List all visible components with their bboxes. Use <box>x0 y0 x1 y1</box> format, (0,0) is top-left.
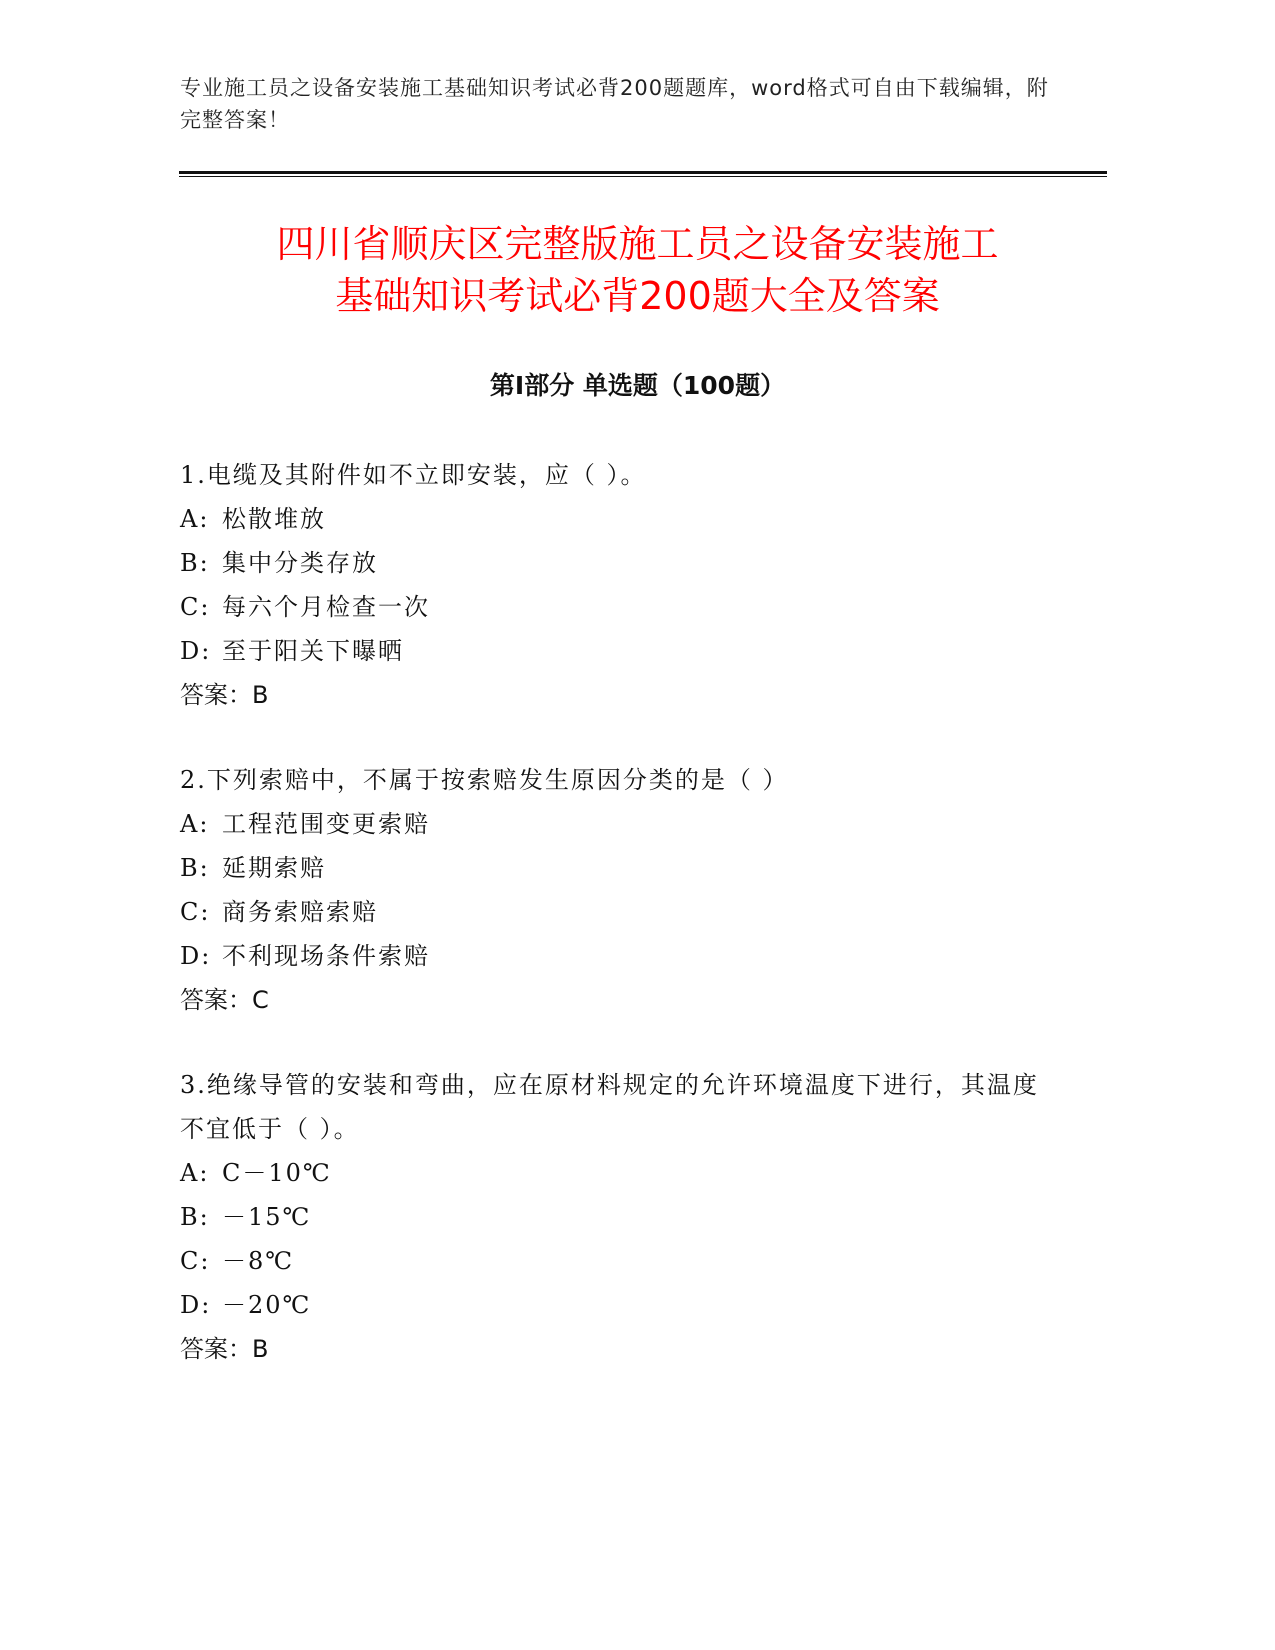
option-text: 松散堆放 <box>222 505 326 533</box>
option-b <box>180 1195 1060 1239</box>
option-c <box>180 585 1060 629</box>
option-text: －20℃ <box>222 1291 312 1319</box>
question-3 <box>180 1063 1060 1371</box>
option-letter: A: <box>180 810 210 838</box>
question-text: 1.电缆及其附件如不立即安装，应（ ）。 <box>180 461 647 489</box>
option-text: 工程范围变更索赔 <box>222 810 430 838</box>
answer-line: 答案：B <box>180 1335 269 1363</box>
section-heading: 第Ⅰ部分 单选题（100题） <box>489 371 786 400</box>
title-line-1: 四川省顺庆区完整版施工员之设备安装施工 <box>276 222 999 266</box>
option-text: C－10℃ <box>222 1159 332 1187</box>
option-b <box>180 846 1060 890</box>
question-2 <box>180 758 1060 1022</box>
option-letter: C: <box>180 593 211 621</box>
option-b <box>180 541 1060 585</box>
answer-line: 答案：C <box>180 986 269 1014</box>
question-text: 2.下列索赔中，不属于按索赔发生原因分类的是（ ） <box>180 766 789 794</box>
header-note: 专业施工员之设备安装施工基础知识考试必背200题题库，word格式可自由下载编辑，附完整答案！ <box>180 76 1049 132</box>
option-d <box>180 934 1060 978</box>
option-c <box>180 890 1060 934</box>
answer-line: 答案：B <box>180 681 269 709</box>
document-title <box>150 218 1125 322</box>
option-letter: A: <box>180 505 210 533</box>
question-1 <box>180 453 1060 717</box>
option-letter: B: <box>180 1203 210 1231</box>
option-text: 集中分类存放 <box>222 549 378 577</box>
option-a <box>180 497 1060 541</box>
option-text: 商务索赔索赔 <box>222 898 378 926</box>
header-divider-thin <box>179 176 1107 177</box>
option-letter: D: <box>180 637 212 665</box>
option-a <box>180 802 1060 846</box>
header-divider-thick <box>179 171 1107 174</box>
option-letter: C: <box>180 1247 211 1275</box>
option-a <box>180 1151 1060 1195</box>
option-c <box>180 1239 1060 1283</box>
option-letter: A: <box>180 1159 210 1187</box>
option-letter: B: <box>180 549 210 577</box>
option-text: 每六个月检查一次 <box>222 593 430 621</box>
option-letter: B: <box>180 854 210 882</box>
option-d <box>180 629 1060 673</box>
option-letter: D: <box>180 1291 212 1319</box>
option-text: 延期索赔 <box>222 854 326 882</box>
option-letter: C: <box>180 898 211 926</box>
option-text: －8℃ <box>222 1247 295 1275</box>
option-letter: D: <box>180 942 212 970</box>
title-line-2: 基础知识考试必背200题大全及答案 <box>335 274 940 318</box>
question-text: 3.绝缘导管的安装和弯曲，应在原材料规定的允许环境温度下进行，其温度不宜低于（ ）。 <box>180 1071 1039 1143</box>
option-text: 不利现场条件索赔 <box>222 942 430 970</box>
option-text: －15℃ <box>222 1203 312 1231</box>
option-d <box>180 1283 1060 1327</box>
option-text: 至于阳关下曝晒 <box>222 637 404 665</box>
